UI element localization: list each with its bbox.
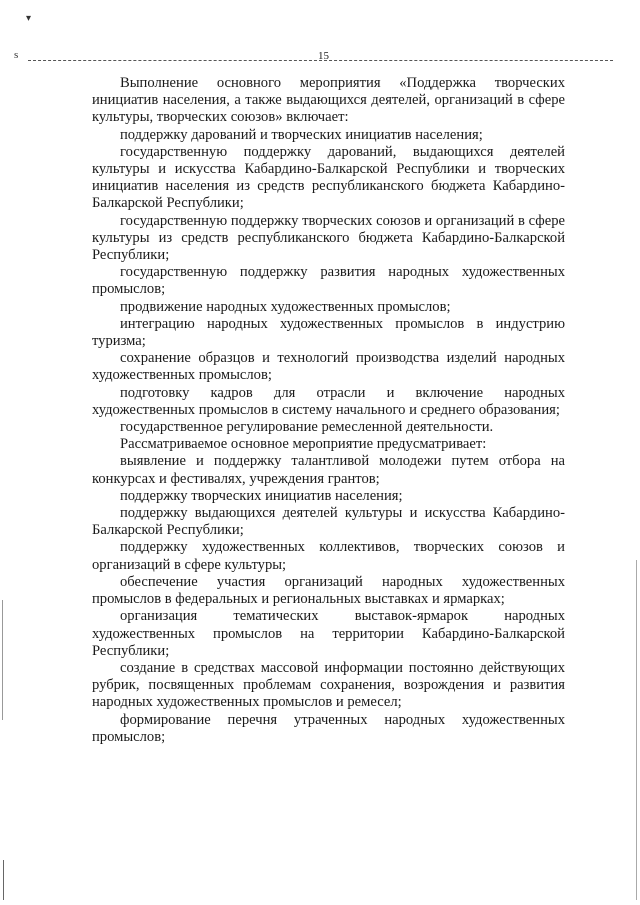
document-body [92,75,565,746]
list-item: создание в средствах массовой информации постоянно действующих рубрик, посвященных проблемам сохранения, возрождения и развития народных художественных промыслов и ремесел; [92,659,565,711]
list-item: интеграцию народных художественных промыслов в индустрию туризма; [92,315,565,350]
list-item: государственную поддержку развития народных художественных промыслов; [92,264,565,298]
paragraph-intro: Выполнение основного мероприятия «Поддержка творческих инициатив населения, а также выдающихся деятелей, организаций в сфере культуры, творческих союзов» включает: [92,75,565,126]
right-edge-line [636,560,637,900]
list-item: государственную поддержку творческих союзов и организаций в сфере культуры из средств республиканского бюджета Кабардино-Балкарской Республики; [92,212,565,264]
list-item: поддержку выдающихся деятелей культуры и искусства Кабардино-Балкарской Республики; [92,505,565,539]
list-item: поддержку творческих инициатив населения; [120,487,403,504]
list-item: государственную поддержку дарований, выдающихся деятелей культуры и искусства Кабардино-Балкарской Республики и творческих инициатив населения из средств республиканского бюджета Кабардино-Балкарской Республики; [92,143,565,212]
list-item: государственное регулирование ремесленной деятельности. [120,419,494,436]
left-edge-line-bottom [3,860,4,900]
list-item: сохранение образцов и технологий производства изделий народных художественных промыслов; [92,350,565,384]
list-item: выявление и поддержку талантливой молодежи путем отбора на конкурсах и фестивалях, учреждения грантов; [92,453,565,487]
page-number: 15 [318,50,329,62]
list-item: обеспечение участия организаций народных художественных промыслов в федеральных и региональных выставках и ярмарках; [92,573,565,608]
list-item: продвижение народных художественных промыслов; [120,298,451,315]
left-edge-line [2,600,3,720]
list-item: организация тематических выставок-ярмарок народных художественных промыслов на территории Кабардино-Балкарской Республики; [92,608,565,659]
list-item: поддержку дарований и творческих инициатив населения; [120,126,483,143]
list-item: поддержку художественных коллективов, творческих союзов и организаций в сфере культуры; [92,539,565,573]
scan-dot: ▾ [26,13,32,24]
list-item: формирование перечня утраченных народных художественных промыслов; [92,711,565,745]
corner-mark: s [14,49,19,61]
list-item: подготовку кадров для отрасли и включение народных художественных промыслов в систему начального и среднего образования; [92,384,565,418]
paragraph-intro: Рассматриваемое основное мероприятие предусматривает: [120,436,487,453]
